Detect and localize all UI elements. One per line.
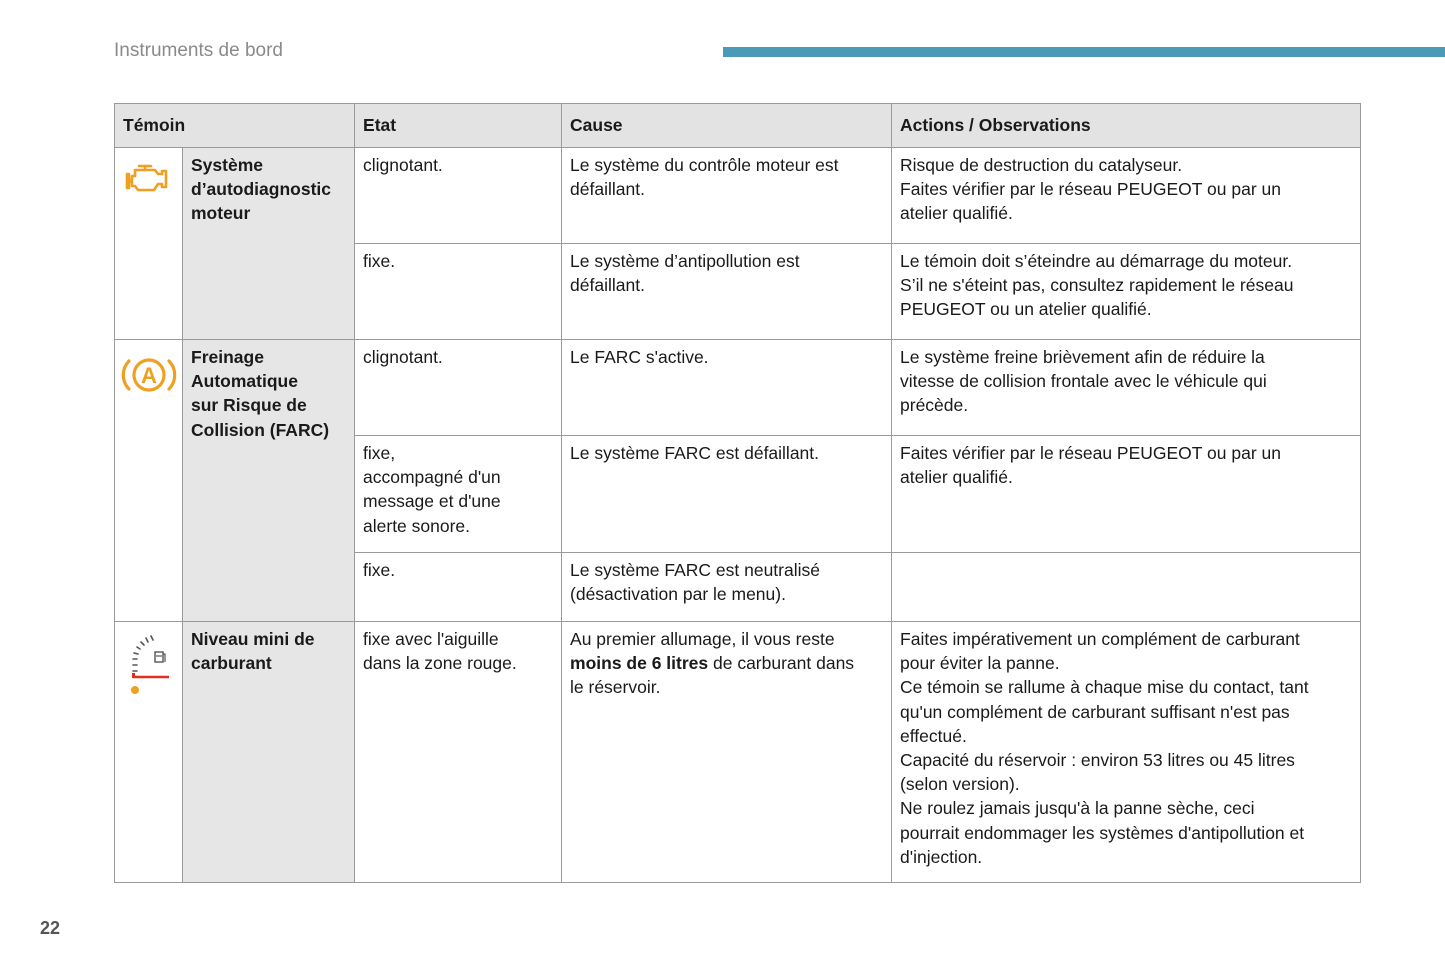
actions-line: Faites vérifier par le réseau PEUGEOT ou par un	[900, 179, 1281, 200]
cause-line: Le système du contrôle moteur est	[570, 155, 839, 175]
actions-line: Le témoin doit s’éteindre au démarrage du moteur.	[900, 251, 1293, 271]
cause-line: le réservoir.	[570, 677, 661, 698]
warning-name-line: moteur	[191, 203, 251, 224]
etat-cell	[355, 553, 562, 622]
warning-name-line: Freinage	[191, 347, 264, 367]
actions-cell	[892, 148, 1361, 244]
cause-cell	[562, 340, 892, 436]
column-header-etat: Etat	[355, 104, 562, 148]
engine-check-icon	[125, 160, 173, 196]
column-header-cause: Cause	[562, 104, 892, 148]
etat-line: fixe.	[363, 560, 396, 580]
cause-cell	[562, 553, 892, 622]
actions-line: qu'un complément de carburant suffisant n'est pas	[900, 701, 1290, 722]
warning-name-line: Automatique	[191, 371, 298, 392]
cause-line	[570, 651, 883, 675]
etat-cell	[355, 148, 562, 244]
etat-line: dans la zone rouge.	[363, 653, 517, 674]
actions-cell	[892, 622, 1361, 883]
warning-icon-cell	[115, 340, 183, 622]
warning-name-line: sur Risque de	[191, 395, 307, 416]
etat-cell	[355, 244, 562, 340]
table-row	[115, 622, 1361, 883]
actions-cell	[892, 244, 1361, 340]
actions-line: vitesse de collision frontale avec le véhicule qui	[900, 371, 1267, 392]
actions-line: Ne roulez jamais jusqu'à la panne sèche, ceci	[900, 798, 1255, 819]
actions-line: d'injection.	[900, 846, 983, 867]
fuel-level-icon	[125, 632, 173, 694]
cause-line: Le système FARC est défaillant.	[570, 443, 820, 463]
cause-bold-text: moins de 6 litres	[570, 653, 709, 674]
etat-line: clignotant.	[363, 155, 443, 175]
actions-line: Le système freine brièvement afin de réduire la	[900, 347, 1265, 367]
actions-line: (selon version).	[900, 774, 1020, 795]
actions-cell	[892, 436, 1361, 553]
actions-line: Risque de destruction du catalyseur.	[900, 155, 1183, 175]
actions-line: Faites impérativement un complément de carburant	[900, 629, 1300, 649]
warning-name-line: Collision (FARC)	[191, 419, 330, 440]
actions-line: PEUGEOT ou un atelier qualifié.	[900, 299, 1152, 320]
warning-name-line: Système	[191, 155, 263, 175]
etat-line: fixe.	[363, 251, 396, 271]
column-header-actions: Actions / Observations	[892, 104, 1361, 148]
etat-line: fixe avec l'aiguille	[363, 629, 499, 649]
warning-name-line: carburant	[191, 653, 272, 674]
auto-brake-icon-letter: A	[140, 363, 157, 388]
etat-line: fixe,	[363, 443, 396, 463]
cause-line: Au premier allumage, il vous reste	[570, 629, 835, 649]
etat-cell	[355, 436, 562, 553]
actions-line: atelier qualifié.	[900, 467, 1013, 488]
page-number: 22	[40, 918, 61, 938]
warning-icon-cell	[115, 622, 183, 883]
warning-icon-cell	[115, 148, 183, 340]
header-accent-bar	[723, 47, 1445, 57]
cause-cell	[562, 622, 892, 883]
cause-cell	[562, 148, 892, 244]
auto-brake-icon	[119, 352, 179, 398]
warning-name-cell	[183, 340, 355, 622]
etat-cell	[355, 340, 562, 436]
warning-name-line: Niveau mini de	[191, 629, 315, 649]
actions-line: Faites vérifier par le réseau PEUGEOT ou par un	[900, 443, 1281, 463]
actions-cell	[892, 553, 1361, 622]
warning-name-cell	[183, 148, 355, 340]
actions-line: atelier qualifié.	[900, 203, 1013, 224]
table-row	[115, 148, 1361, 244]
cause-cell	[562, 244, 892, 340]
actions-line: S’il ne s'éteint pas, consultez rapidement le réseau	[900, 275, 1294, 296]
actions-line: Capacité du réservoir : environ 53 litres ou 45 litres	[900, 750, 1295, 771]
actions-cell	[892, 340, 1361, 436]
warning-name-line: d’autodiagnostic	[191, 179, 331, 200]
cause-line: défaillant.	[570, 275, 645, 296]
column-header-temoin: Témoin	[115, 104, 355, 148]
cause-line: Le système FARC est neutralisé	[570, 560, 820, 580]
actions-line: pour éviter la panne.	[900, 653, 1060, 674]
etat-line: accompagné d'un	[363, 467, 501, 488]
warning-lights-table	[114, 103, 1361, 883]
warning-name-cell	[183, 622, 355, 883]
table-header-row	[115, 104, 1361, 148]
cause-line: Le système d’antipollution est	[570, 251, 800, 271]
etat-line: alerte sonore.	[363, 515, 471, 536]
actions-line: précède.	[900, 395, 969, 416]
table-row	[115, 340, 1361, 436]
etat-line: message et d'une	[363, 491, 501, 512]
etat-cell	[355, 622, 562, 883]
page-header-title: Instruments de bord	[114, 40, 283, 61]
cause-line: Le FARC s'active.	[570, 347, 709, 367]
cause-text: de carburant dans	[708, 653, 855, 674]
actions-line: pourrait endommager les systèmes d'antipollution et	[900, 822, 1305, 843]
actions-line: effectué.	[900, 725, 967, 746]
etat-line: clignotant.	[363, 347, 443, 367]
actions-line: Ce témoin se rallume à chaque mise du contact, tant	[900, 677, 1309, 698]
cause-line: défaillant.	[570, 179, 645, 200]
cause-cell	[562, 436, 892, 553]
cause-line: (désactivation par le menu).	[570, 584, 786, 605]
